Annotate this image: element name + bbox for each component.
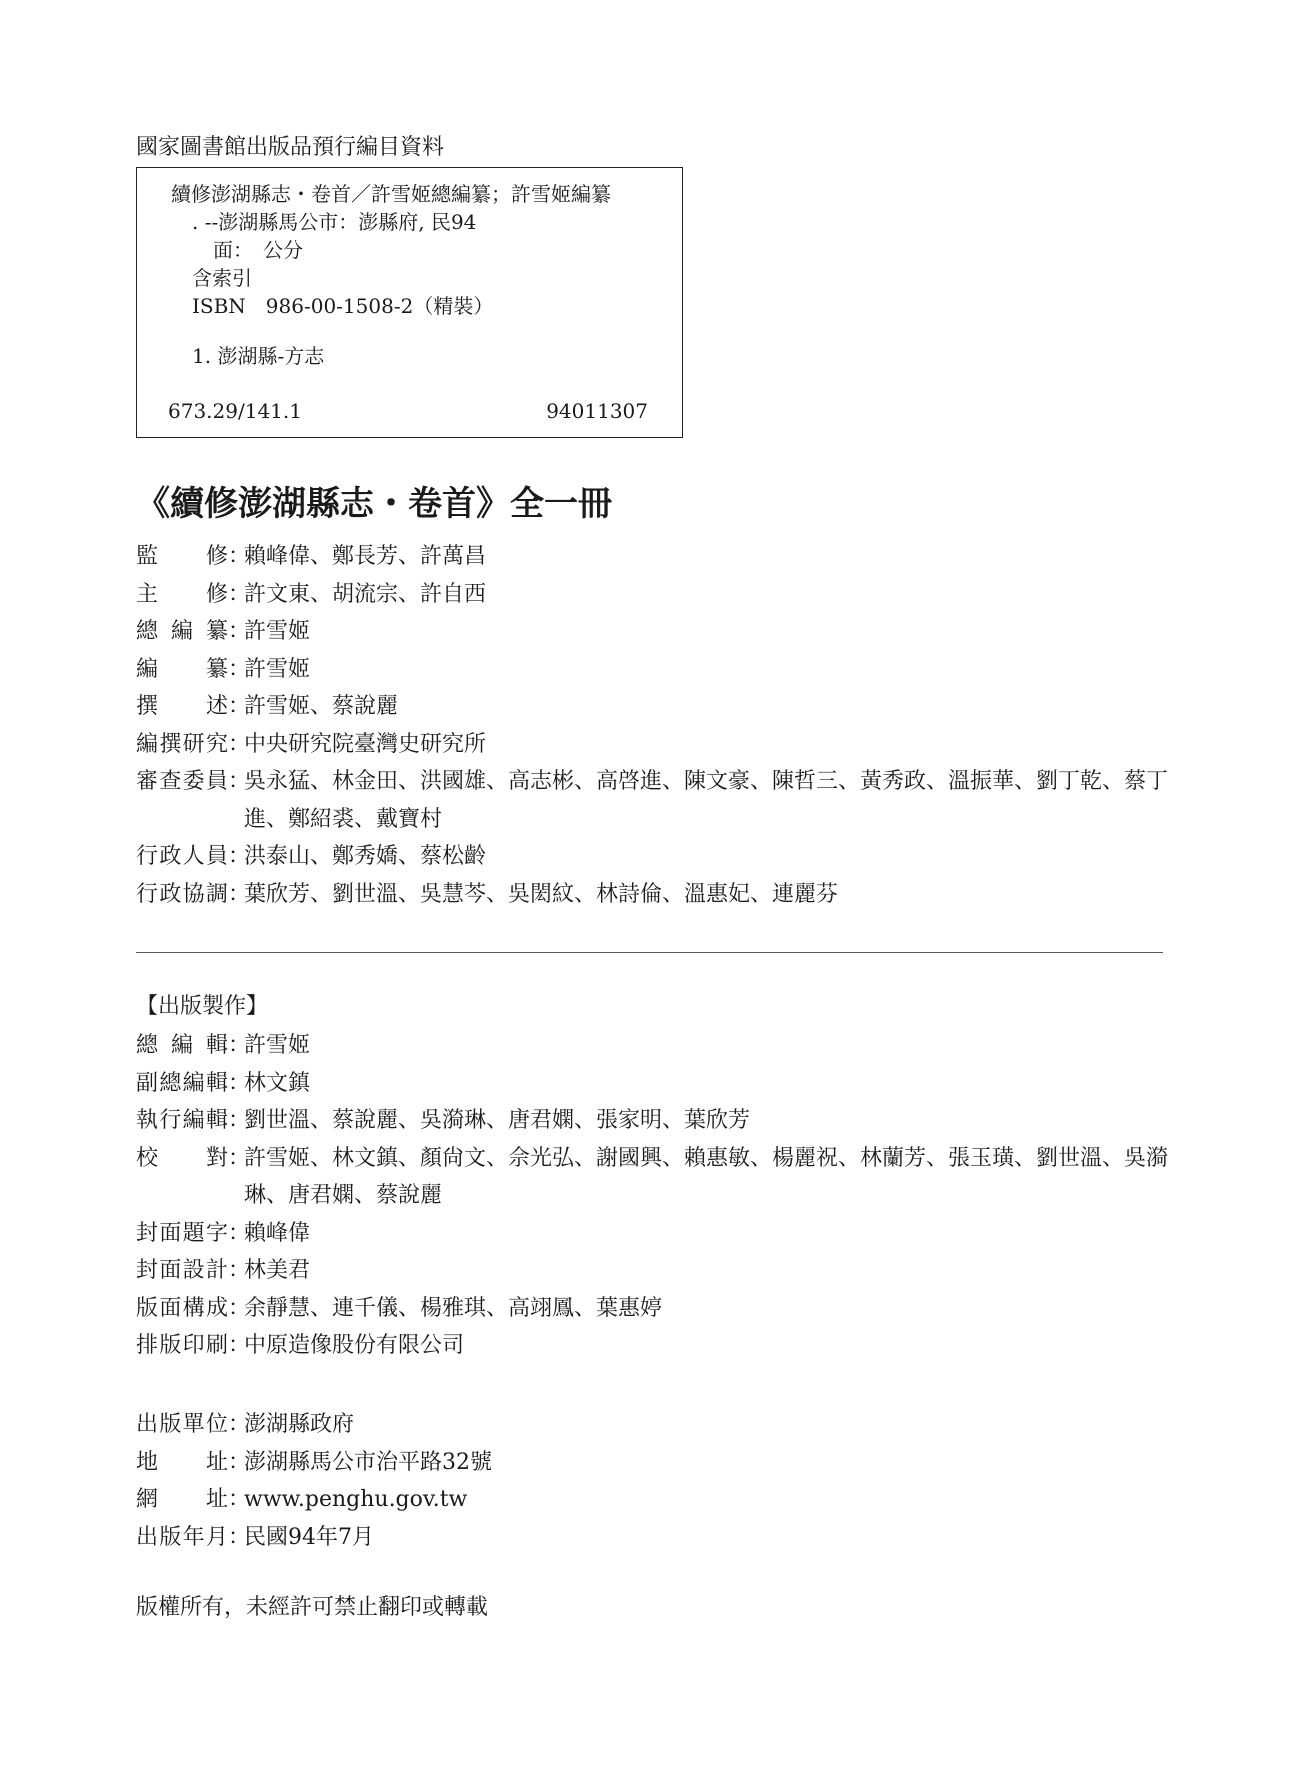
credit-colon: ： — [228, 1070, 251, 1096]
section-divider — [136, 952, 1163, 953]
credit-colon: ： — [228, 1108, 251, 1133]
copyright-notice: 版權所有，未經許可禁止翻印或轉載 — [136, 1595, 489, 1620]
credit-label: 出 版 年 月 — [136, 1524, 228, 1550]
credit-value: 澎湖縣政府 — [244, 1412, 355, 1437]
cip-heading: 國家圖書館出版品預行編目資料 — [136, 135, 445, 160]
credit-colon: ： — [228, 1295, 251, 1321]
credit-label: 排 版 印 刷 — [136, 1333, 228, 1358]
credit-value: 林美君 — [244, 1258, 311, 1283]
credit-row — [136, 1027, 1176, 1065]
credit-label: 執 行 編 輯 — [136, 1108, 228, 1133]
credit-label: 網 址 — [136, 1487, 228, 1512]
credit-row — [136, 576, 1176, 614]
credit-row — [136, 1215, 1176, 1253]
credit-label: 行 政 人 員 — [136, 844, 228, 869]
credit-row — [136, 1102, 1176, 1140]
credit-row — [136, 688, 1176, 726]
credit-value: 許雪姬、林文鎮、顏尙文、佘光弘、謝國興、賴惠敏、楊麗祝、林蘭芳、張玉璜、劉世溫、吳漪琳、唐君嫻、蔡說麗 — [244, 1145, 1169, 1208]
cip-note-line: 含索引 — [192, 266, 252, 290]
credit-colon: ： — [228, 1145, 251, 1171]
credit-colon: ： — [228, 1333, 251, 1358]
credit-value: 林文鎮 — [244, 1070, 311, 1096]
credit-label: 審 查 委 員 — [136, 769, 228, 794]
credit-value: 許雪姬 — [244, 619, 311, 644]
credit-label: 主 修 — [136, 581, 228, 607]
credit-row — [136, 1065, 1176, 1103]
publisher-info — [136, 1406, 1176, 1556]
credit-value: 中央研究院臺灣史研究所 — [244, 731, 487, 757]
credit-row — [136, 538, 1176, 576]
credit-label: 行 政 協 調 — [136, 881, 228, 907]
credit-colon: ： — [228, 1487, 251, 1512]
credit-label: 編 撰 研 究 — [136, 731, 228, 757]
credit-colon: ： — [228, 844, 251, 869]
cip-title-line: 續修澎湖縣志・卷首／許雪姬總編纂；許雪姬編纂 — [171, 182, 611, 206]
credit-label: 副 總 編 輯 — [136, 1070, 228, 1096]
credit-label: 版 面 構 成 — [136, 1295, 228, 1321]
credit-label: 封 面 設 計 — [136, 1258, 228, 1283]
cip-record-number: 94011307 — [546, 399, 648, 423]
editorial-credits — [136, 538, 1176, 913]
credit-row — [136, 1444, 1176, 1482]
cip-record-box — [136, 167, 683, 438]
credit-value: 民國94年7月 — [244, 1524, 374, 1550]
credit-value: www.penghu.gov.tw — [244, 1487, 468, 1512]
credit-row — [136, 876, 1176, 914]
credit-row — [136, 1140, 1176, 1215]
cip-physical-line: 面： 公分 — [213, 238, 303, 262]
credit-row — [136, 1519, 1176, 1557]
credit-label: 撰 述 — [136, 694, 228, 719]
credit-row — [136, 1481, 1176, 1519]
credit-label: 監 修 — [136, 544, 228, 569]
credit-row — [136, 1327, 1176, 1365]
credit-value: 余靜慧、連千儀、楊雅琪、高翊鳳、葉惠婷 — [244, 1295, 663, 1321]
credit-row — [136, 651, 1176, 689]
credit-row — [136, 1290, 1176, 1328]
credit-label: 校 對 — [136, 1145, 228, 1171]
credit-value: 賴峰偉、鄭長芳、許萬昌 — [244, 544, 487, 569]
credit-label: 出 版 單 位 — [136, 1412, 228, 1437]
credit-colon: ： — [228, 694, 251, 719]
credit-colon: ： — [228, 1524, 251, 1550]
cip-isbn-line: ISBN 986-00-1508-2（精裝） — [192, 294, 494, 318]
credit-colon: ： — [228, 1258, 251, 1283]
credit-label: 總 編 輯 — [136, 1033, 228, 1058]
book-title: 《續修澎湖縣志・卷首》全一冊 — [136, 484, 612, 524]
credit-value: 許雪姬 — [244, 1033, 311, 1058]
credit-value: 許雪姬、蔡說麗 — [244, 694, 399, 719]
credit-label: 地 址 — [136, 1449, 228, 1475]
credit-colon: ： — [228, 581, 251, 607]
credit-row — [136, 1252, 1176, 1290]
credit-row — [136, 763, 1176, 838]
cip-subject-line: 1. 澎湖縣-方志 — [192, 344, 325, 368]
credit-row — [136, 613, 1176, 651]
cip-class-number: 673.29/141.1 — [168, 399, 302, 423]
credit-value: 中原造像股份有限公司 — [244, 1333, 465, 1358]
credit-row — [136, 838, 1176, 876]
credit-row — [136, 1406, 1176, 1444]
credit-colon: ： — [228, 881, 251, 907]
credit-value: 洪泰山、鄭秀嬌、蔡松齡 — [244, 844, 487, 869]
credit-label: 封 面 題 字 — [136, 1220, 228, 1246]
credit-colon: ： — [228, 769, 251, 794]
credit-colon: ： — [228, 544, 251, 569]
credit-value: 賴峰偉 — [244, 1220, 311, 1246]
credit-colon: ： — [228, 1220, 251, 1246]
credit-value: 許雪姬 — [244, 656, 311, 682]
credit-value: 葉欣芳、劉世溫、吳慧芩、吳閎紋、林詩倫、溫惠妃、連麗芬 — [244, 881, 839, 907]
credit-colon: ： — [228, 1449, 251, 1475]
credit-value: 吳永猛、林金田、洪國雄、高志彬、高啓進、陳文豪、陳哲三、黃秀政、溫振華、劉丁乾、蔡丁進、鄭紹裘、戴寶村 — [244, 769, 1169, 832]
credit-colon: ： — [228, 619, 251, 644]
production-heading: 【出版製作】 — [136, 994, 269, 1019]
credit-colon: ： — [228, 731, 251, 757]
credit-label: 編 纂 — [136, 656, 228, 682]
credit-colon: ： — [228, 1412, 251, 1437]
credit-value: 劉世溫、蔡說麗、吳漪琳、唐君嫻、張家明、葉欣芳 — [244, 1108, 751, 1133]
credit-row — [136, 726, 1176, 764]
production-credits — [136, 1027, 1176, 1365]
credit-label: 總 編 纂 — [136, 619, 228, 644]
credit-colon: ： — [228, 1033, 251, 1058]
credit-value: 澎湖縣馬公市治平路32號 — [244, 1449, 492, 1475]
credit-value: 許文東、胡流宗、許自西 — [244, 581, 487, 607]
credit-colon: ： — [228, 656, 251, 682]
cip-publication-line: . --澎湖縣馬公市：澎縣府, 民94 — [192, 210, 477, 234]
